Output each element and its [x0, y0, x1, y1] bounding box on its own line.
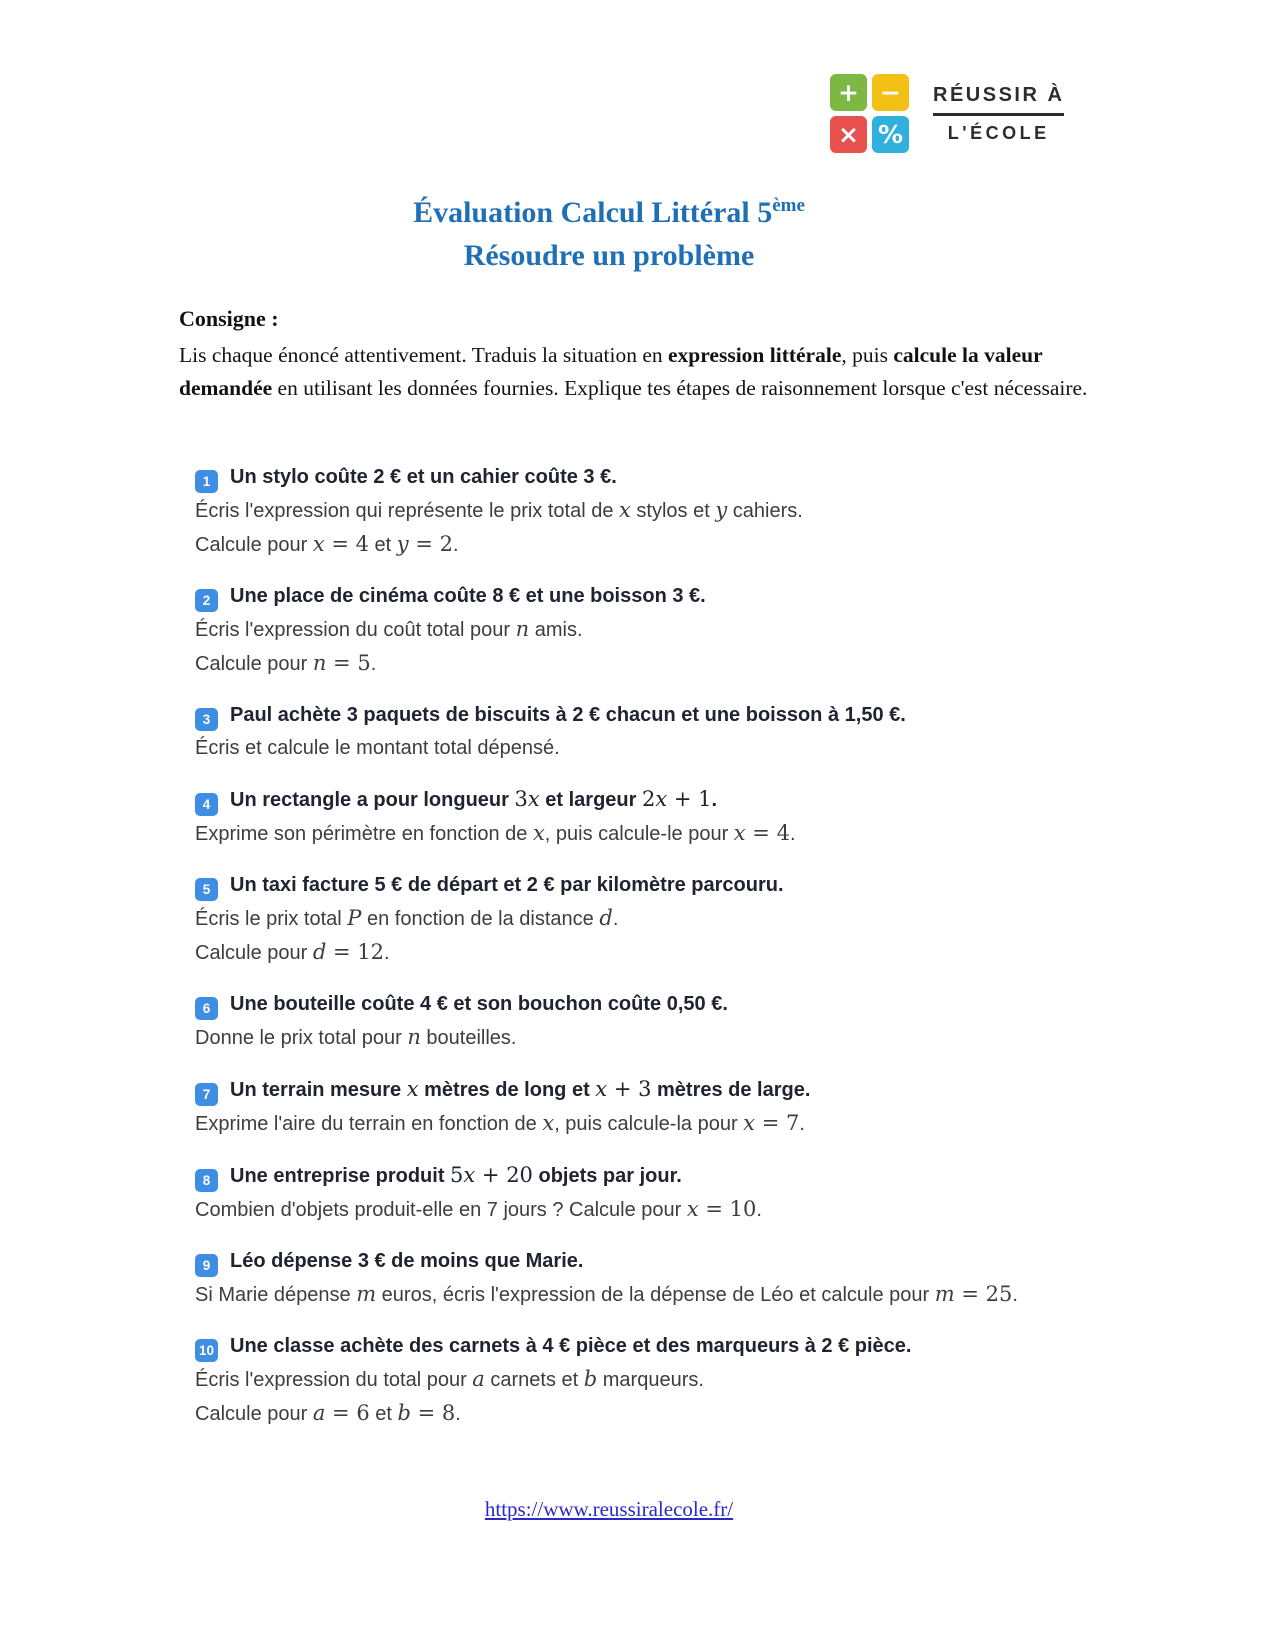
text-segment: Calcule pour [195, 942, 313, 964]
math-expression: + 3 [607, 1077, 652, 1101]
exercise-line [195, 1107, 1100, 1141]
item-number-badge: 10 [195, 1339, 218, 1362]
text-segment: Une classe achète des carnets à 4 € pièce et des marqueurs à 2 € pièce. [230, 1335, 912, 1357]
page-footer [179, 1497, 1039, 1522]
exercise-line [195, 1363, 1100, 1397]
text-segment: Calcule pour [195, 534, 313, 556]
math-expression: x [542, 1111, 555, 1135]
brand-logo [830, 74, 1064, 153]
math-expression: x [406, 1077, 419, 1101]
math-expression: = 4 [324, 532, 369, 556]
math-expression: P [347, 906, 362, 930]
exercise-heading [195, 1073, 1100, 1107]
exercise-item-3 [195, 699, 1100, 765]
text-segment: amis. [529, 619, 583, 641]
exercise-heading [195, 580, 1100, 613]
math-expression: = 6 [325, 1401, 370, 1425]
math-expression: = 2 [408, 532, 453, 556]
text-segment: Exprime l'aire du terrain en fonction de [195, 1113, 543, 1135]
exercise-line [195, 1397, 1100, 1431]
math-expression: x [527, 787, 540, 811]
text-segment: Un rectangle a pour longueur [230, 789, 515, 811]
text-segment: Calcule pour [195, 1403, 313, 1425]
logo-divider [933, 113, 1064, 116]
exercise-line [195, 1278, 1100, 1312]
text-segment: et [369, 1403, 398, 1425]
text-segment: Écris l'expression du coût total pour [195, 619, 516, 641]
math-expression: 5 [450, 1163, 464, 1187]
exercise-line [195, 732, 1100, 765]
exercise-item-9 [195, 1245, 1100, 1312]
text-segment: . [1012, 1284, 1018, 1306]
exercise-list [195, 461, 1100, 1449]
text-segment: en fonction de la distance [361, 908, 600, 930]
math-expression: b [397, 1401, 411, 1425]
text-segment: calcule la valeur demandée [179, 343, 1043, 400]
text-segment: . [370, 653, 377, 675]
page-subtitle: Résoudre un problème [463, 239, 755, 272]
exercise-heading [195, 699, 1100, 732]
item-number-badge: 9 [195, 1254, 218, 1277]
exercise-item-7 [195, 1073, 1100, 1141]
math-expression: 2 [641, 787, 656, 811]
text-segment: , puis calcule-le pour [544, 823, 734, 845]
text-segment: Si Marie dépense [195, 1284, 357, 1306]
text-segment: Lis chaque énoncé attentivement. Traduis la situation en [179, 343, 669, 367]
page-title-superscript: ème [772, 195, 805, 216]
math-expression: d [312, 940, 327, 964]
math-expression: y [396, 532, 409, 556]
exercise-line [195, 528, 1100, 562]
exercise-line [195, 902, 1100, 936]
math-expression: x [619, 498, 631, 522]
text-segment: carnets et [484, 1369, 584, 1391]
exercise-heading [195, 461, 1100, 494]
text-segment: , puis [841, 343, 894, 367]
math-expression: n [515, 617, 530, 641]
math-expression: = 5 [326, 651, 371, 675]
multiply-icon: × [830, 116, 867, 153]
math-expression: a [312, 1401, 326, 1425]
item-number-badge: 6 [195, 997, 218, 1020]
math-expression: n [312, 651, 327, 675]
text-segment: Donne le prix total pour [195, 1027, 408, 1049]
text-segment: Écris l'expression du total pour [195, 1369, 473, 1391]
math-expression: = 25 [954, 1282, 1013, 1306]
item-number-badge: 3 [195, 708, 218, 731]
item-number-badge: 7 [195, 1083, 218, 1106]
math-expression: m [356, 1282, 377, 1306]
exercise-item-6 [195, 988, 1100, 1055]
text-segment: et [369, 534, 397, 556]
item-number-badge: 5 [195, 878, 218, 901]
math-expression: = 8 [410, 1401, 456, 1425]
exercise-item-10 [195, 1330, 1100, 1431]
math-expression: x [463, 1163, 476, 1187]
math-expression: x [532, 821, 545, 845]
math-expression: = 12 [326, 940, 384, 964]
text-segment: Combien d'objets produit-elle en 7 jours ? Calcule pour [195, 1199, 687, 1221]
text-segment: . [789, 823, 796, 845]
text-segment: . [756, 1199, 762, 1221]
text-segment: . [455, 1403, 461, 1425]
math-expression: d [599, 906, 613, 930]
math-expression: x [655, 787, 668, 811]
logo-title-top: RÉUSSIR À [933, 83, 1065, 106]
text-segment: . [383, 942, 390, 964]
text-segment: Paul achète 3 paquets de biscuits à 2 € chacun et une boisson à 1,50 €. [230, 704, 906, 726]
text-segment: stylos et [630, 500, 716, 522]
instructions-section [179, 304, 1107, 405]
page-title [179, 196, 1039, 230]
exercise-line [195, 817, 1100, 851]
plus-icon: + [830, 74, 867, 111]
text-segment: Écris le prix total [195, 908, 348, 930]
math-expression: = 10 [698, 1197, 757, 1221]
exercise-item-5 [195, 869, 1100, 970]
logo-title-bottom: L'ÉCOLE [947, 122, 1050, 143]
exercise-heading [195, 988, 1100, 1021]
math-expression: x [312, 532, 325, 556]
text-segment: Exprime son périmètre en fonction de [195, 823, 533, 845]
math-expression: = 7 [755, 1111, 800, 1135]
math-expression: x [595, 1077, 608, 1101]
math-expression: a [472, 1367, 485, 1391]
text-segment: mètres de long et [418, 1079, 596, 1101]
exercise-item-8 [195, 1159, 1100, 1227]
exercise-heading [195, 1330, 1100, 1363]
text-segment: objets par jour. [532, 1165, 682, 1187]
text-segment: et largeur [539, 789, 642, 811]
math-expression: x [686, 1197, 699, 1221]
text-segment: Écris l'expression qui représente le prix total de [195, 500, 620, 522]
item-number-badge: 1 [195, 470, 218, 493]
math-expression: n [407, 1025, 421, 1049]
exercise-line [195, 647, 1100, 681]
text-segment: en utilisant les données fournies. Explique tes étapes de raisonnement lorsque c'est nécessaire. [272, 376, 1088, 400]
exercise-line [195, 936, 1100, 970]
text-segment: Un taxi facture 5 € de départ et 2 € par kilomètre parcouru. [230, 874, 784, 896]
text-segment: cahiers. [727, 500, 803, 522]
minus-icon: − [872, 74, 909, 111]
math-expression: m [934, 1282, 955, 1306]
math-expression: b [583, 1367, 598, 1391]
logo-operator-grid [830, 74, 909, 153]
instructions-paragraph [179, 339, 1107, 405]
text-segment: . [711, 789, 718, 811]
math-expression: = 4 [745, 821, 790, 845]
text-segment: marqueurs. [597, 1369, 704, 1391]
exercise-heading [195, 1245, 1100, 1278]
text-segment: Une entreprise produit [230, 1165, 451, 1187]
website-link[interactable]: https://www.reussiralecole.fr/ [484, 1497, 734, 1521]
exercise-item-1 [195, 461, 1100, 562]
exercise-heading [195, 1159, 1100, 1193]
text-segment: . [799, 1113, 805, 1135]
text-segment: Une bouteille coûte 4 € et son bouchon coûte 0,50 €. [230, 993, 728, 1015]
text-segment: Écris et calcule le montant total dépensé. [195, 737, 560, 759]
exercise-line [195, 1193, 1100, 1227]
text-segment: expression littérale [668, 343, 842, 367]
text-segment: Calcule pour [195, 653, 313, 675]
text-segment: Léo dépense 3 € de moins que Marie. [230, 1250, 584, 1272]
text-segment: Une place de cinéma coûte 8 € et une boisson 3 €. [230, 585, 706, 607]
text-segment: . [452, 534, 459, 556]
item-number-badge: 2 [195, 589, 218, 612]
math-expression: + 20 [475, 1163, 533, 1187]
exercise-item-4 [195, 783, 1100, 851]
text-segment: Un terrain mesure [230, 1079, 407, 1101]
math-expression: x [743, 1111, 756, 1135]
exercise-heading [195, 869, 1100, 902]
text-segment: mètres de large. [651, 1079, 811, 1101]
math-expression: + 1 [667, 787, 712, 811]
divide-icon: % [872, 116, 909, 153]
exercise-line [195, 1021, 1100, 1055]
exercise-line [195, 613, 1100, 647]
logo-text [933, 84, 1064, 144]
text-segment: , puis calcule-la pour [554, 1113, 744, 1135]
instructions-label: Consigne : [179, 306, 279, 331]
text-segment: Un stylo coûte 2 € et un cahier coûte 3 €. [230, 466, 617, 488]
exercise-item-2 [195, 580, 1100, 681]
exercise-line [195, 494, 1100, 528]
text-segment: . [612, 908, 619, 930]
item-number-badge: 4 [195, 793, 218, 816]
text-segment: euros, écris l'expression de la dépense de Léo et calcule pour [376, 1284, 935, 1306]
text-segment: bouteilles. [420, 1027, 517, 1049]
exercise-heading [195, 783, 1100, 817]
math-expression: 3 [514, 787, 528, 811]
page-title-text: Évaluation Calcul Littéral 5 [413, 196, 773, 229]
item-number-badge: 8 [195, 1169, 218, 1192]
math-expression: y [715, 498, 728, 522]
math-expression: x [733, 821, 746, 845]
title-block [179, 196, 1039, 273]
